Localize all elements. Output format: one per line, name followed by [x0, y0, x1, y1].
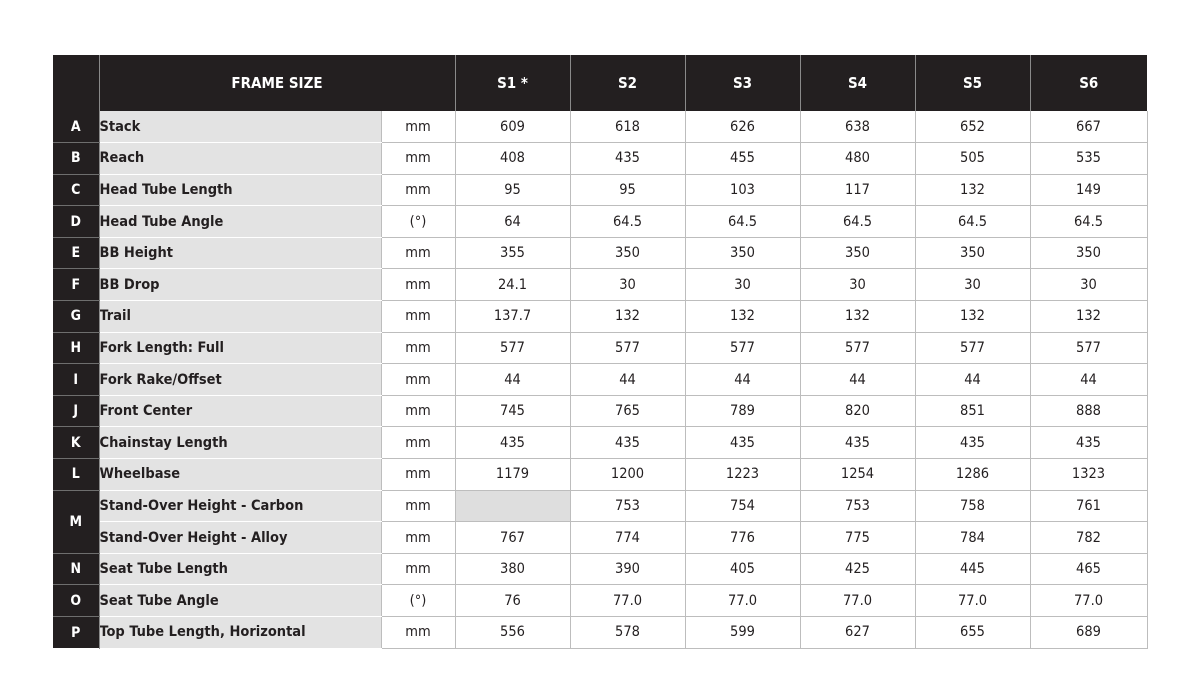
- table-row: [53, 332, 1147, 364]
- value-cell: 1223: [685, 459, 800, 491]
- row-label: Seat Tube Length: [99, 553, 381, 585]
- row-unit: mm: [381, 522, 455, 554]
- value-cell: 1323: [1030, 459, 1147, 491]
- row-unit: mm: [381, 490, 455, 522]
- value-cell: 435: [1030, 427, 1147, 459]
- value-cell: 761: [1030, 490, 1147, 522]
- value-cell: 652: [915, 111, 1030, 143]
- value-cell: 556: [455, 617, 570, 649]
- value-cell: 30: [1030, 269, 1147, 301]
- row-label: Wheelbase: [99, 459, 381, 491]
- value-cell: 77.0: [915, 585, 1030, 617]
- value-cell: 408: [455, 143, 570, 175]
- table-row: [53, 364, 1147, 396]
- value-cell: 578: [570, 617, 685, 649]
- row-label: Front Center: [99, 395, 381, 427]
- row-unit: mm: [381, 237, 455, 269]
- value-cell: 775: [800, 522, 915, 554]
- value-cell: 455: [685, 143, 800, 175]
- row-label: Head Tube Angle: [99, 206, 381, 238]
- row-unit: mm: [381, 174, 455, 206]
- value-cell: 1200: [570, 459, 685, 491]
- value-cell: 435: [570, 143, 685, 175]
- value-cell: 30: [570, 269, 685, 301]
- value-cell: 30: [800, 269, 915, 301]
- value-cell: 888: [1030, 395, 1147, 427]
- header-corner: [53, 55, 99, 111]
- value-cell: 64.5: [800, 206, 915, 238]
- value-cell: 132: [570, 301, 685, 333]
- value-cell: 435: [685, 427, 800, 459]
- table-row: [53, 553, 1147, 585]
- row-letter: O: [53, 585, 99, 617]
- value-cell: 132: [1030, 301, 1147, 333]
- value-cell: 577: [570, 332, 685, 364]
- value-cell: 44: [915, 364, 1030, 396]
- row-unit: mm: [381, 269, 455, 301]
- value-cell: 535: [1030, 143, 1147, 175]
- row-unit: mm: [381, 111, 455, 143]
- table-row: [53, 585, 1147, 617]
- value-cell: 95: [455, 174, 570, 206]
- row-label: BB Height: [99, 237, 381, 269]
- row-label: Chainstay Length: [99, 427, 381, 459]
- row-letter: B: [53, 143, 99, 175]
- value-cell: 577: [455, 332, 570, 364]
- value-cell: 77.0: [800, 585, 915, 617]
- row-letter: K: [53, 427, 99, 459]
- value-cell: 577: [685, 332, 800, 364]
- value-cell: 445: [915, 553, 1030, 585]
- value-cell: 758: [915, 490, 1030, 522]
- row-letter: F: [53, 269, 99, 301]
- value-cell: 380: [455, 553, 570, 585]
- size-header-s5: S5: [915, 55, 1030, 111]
- row-letter: H: [53, 332, 99, 364]
- value-cell: 505: [915, 143, 1030, 175]
- value-cell: 350: [1030, 237, 1147, 269]
- table-row: [53, 269, 1147, 301]
- row-letter: C: [53, 174, 99, 206]
- row-unit: mm: [381, 617, 455, 649]
- value-cell: 465: [1030, 553, 1147, 585]
- table-row: [53, 111, 1147, 143]
- value-cell: 95: [570, 174, 685, 206]
- value-cell: 77.0: [570, 585, 685, 617]
- size-header-s4: S4: [800, 55, 915, 111]
- row-label: Head Tube Length: [99, 174, 381, 206]
- value-cell: 767: [455, 522, 570, 554]
- row-unit: mm: [381, 459, 455, 491]
- row-letter: M: [53, 490, 99, 553]
- table-row: [53, 174, 1147, 206]
- row-unit: mm: [381, 427, 455, 459]
- value-cell: 64.5: [685, 206, 800, 238]
- value-cell: 44: [455, 364, 570, 396]
- value-cell: 355: [455, 237, 570, 269]
- value-cell: 44: [800, 364, 915, 396]
- value-cell: 350: [800, 237, 915, 269]
- value-cell: 626: [685, 111, 800, 143]
- value-cell: 435: [800, 427, 915, 459]
- value-cell: 77.0: [1030, 585, 1147, 617]
- geometry-table: [53, 55, 1148, 649]
- value-cell: 30: [915, 269, 1030, 301]
- value-cell: 765: [570, 395, 685, 427]
- row-label: Fork Length: Full: [99, 332, 381, 364]
- table-row: [53, 143, 1147, 175]
- row-unit: mm: [381, 301, 455, 333]
- row-letter: P: [53, 617, 99, 649]
- value-cell: 64: [455, 206, 570, 238]
- row-unit: mm: [381, 332, 455, 364]
- value-cell: 753: [570, 490, 685, 522]
- row-unit: mm: [381, 395, 455, 427]
- value-cell: 820: [800, 395, 915, 427]
- table-row: [53, 395, 1147, 427]
- table-row: [53, 237, 1147, 269]
- value-cell: 1286: [915, 459, 1030, 491]
- value-cell: 137.7: [455, 301, 570, 333]
- value-cell: 851: [915, 395, 1030, 427]
- value-cell: 745: [455, 395, 570, 427]
- value-cell: 64.5: [1030, 206, 1147, 238]
- value-cell: 789: [685, 395, 800, 427]
- value-cell: 435: [570, 427, 685, 459]
- row-label: BB Drop: [99, 269, 381, 301]
- value-cell: 64.5: [570, 206, 685, 238]
- value-cell: 1254: [800, 459, 915, 491]
- row-label: Top Tube Length, Horizontal: [99, 617, 381, 649]
- value-cell: 132: [915, 174, 1030, 206]
- value-cell: 774: [570, 522, 685, 554]
- value-cell: 776: [685, 522, 800, 554]
- value-cell: 638: [800, 111, 915, 143]
- value-cell: 350: [570, 237, 685, 269]
- value-cell: 350: [685, 237, 800, 269]
- size-header-s6: S6: [1030, 55, 1147, 111]
- row-label: Trail: [99, 301, 381, 333]
- value-cell: 30: [685, 269, 800, 301]
- row-letter: N: [53, 553, 99, 585]
- row-unit: (°): [381, 206, 455, 238]
- value-cell: 44: [1030, 364, 1147, 396]
- table-row: [53, 617, 1147, 649]
- row-unit: mm: [381, 553, 455, 585]
- row-letter: I: [53, 364, 99, 396]
- table-row: [53, 522, 1147, 554]
- value-cell: 753: [800, 490, 915, 522]
- value-cell: 76: [455, 585, 570, 617]
- value-cell: 754: [685, 490, 800, 522]
- row-letter: A: [53, 111, 99, 143]
- value-cell: 103: [685, 174, 800, 206]
- row-letter: D: [53, 206, 99, 238]
- value-cell: 117: [800, 174, 915, 206]
- value-cell: 24.1: [455, 269, 570, 301]
- size-header-s2: S2: [570, 55, 685, 111]
- value-cell: 480: [800, 143, 915, 175]
- row-label: Seat Tube Angle: [99, 585, 381, 617]
- value-cell: 44: [685, 364, 800, 396]
- row-unit: mm: [381, 143, 455, 175]
- header-row: [53, 55, 1147, 111]
- value-cell: 609: [455, 111, 570, 143]
- value-cell: [455, 490, 570, 522]
- table-row: [53, 206, 1147, 238]
- value-cell: 435: [915, 427, 1030, 459]
- value-cell: 689: [1030, 617, 1147, 649]
- row-letter: E: [53, 237, 99, 269]
- value-cell: 132: [915, 301, 1030, 333]
- value-cell: 577: [800, 332, 915, 364]
- value-cell: 425: [800, 553, 915, 585]
- frame-size-header: FRAME SIZE: [99, 55, 455, 111]
- value-cell: 618: [570, 111, 685, 143]
- value-cell: 577: [1030, 332, 1147, 364]
- table-row: [53, 459, 1147, 491]
- value-cell: 784: [915, 522, 1030, 554]
- value-cell: 1179: [455, 459, 570, 491]
- row-label: Stand-Over Height - Carbon: [99, 490, 381, 522]
- row-label: Reach: [99, 143, 381, 175]
- value-cell: 599: [685, 617, 800, 649]
- row-label: Stand-Over Height - Alloy: [99, 522, 381, 554]
- value-cell: 350: [915, 237, 1030, 269]
- row-unit: mm: [381, 364, 455, 396]
- row-unit: (°): [381, 585, 455, 617]
- row-label: Stack: [99, 111, 381, 143]
- table-row: [53, 427, 1147, 459]
- value-cell: 782: [1030, 522, 1147, 554]
- row-letter: G: [53, 301, 99, 333]
- value-cell: 64.5: [915, 206, 1030, 238]
- value-cell: 655: [915, 617, 1030, 649]
- value-cell: 132: [685, 301, 800, 333]
- value-cell: 132: [800, 301, 915, 333]
- size-header-s3: S3: [685, 55, 800, 111]
- value-cell: 577: [915, 332, 1030, 364]
- value-cell: 435: [455, 427, 570, 459]
- geometry-body: [53, 111, 1147, 648]
- table-row: [53, 301, 1147, 333]
- value-cell: 390: [570, 553, 685, 585]
- value-cell: 77.0: [685, 585, 800, 617]
- value-cell: 667: [1030, 111, 1147, 143]
- value-cell: 149: [1030, 174, 1147, 206]
- row-label: Fork Rake/Offset: [99, 364, 381, 396]
- value-cell: 627: [800, 617, 915, 649]
- row-letter: J: [53, 395, 99, 427]
- table-row: [53, 490, 1147, 522]
- row-letter: L: [53, 459, 99, 491]
- value-cell: 405: [685, 553, 800, 585]
- size-header-s1: S1 *: [455, 55, 570, 111]
- value-cell: 44: [570, 364, 685, 396]
